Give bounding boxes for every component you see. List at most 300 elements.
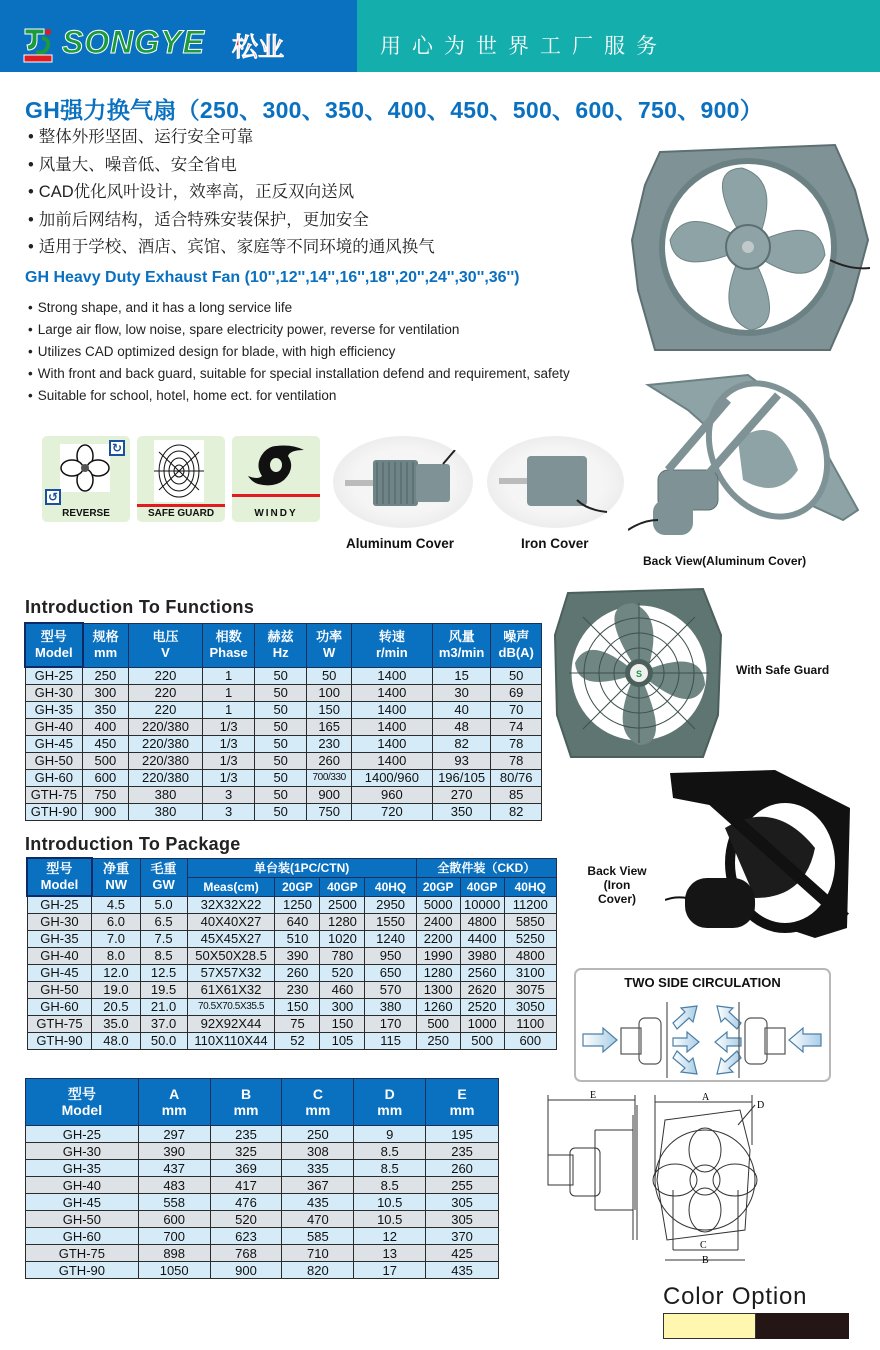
table-cell: 585 — [282, 1228, 354, 1245]
table-row — [25, 701, 542, 718]
table-cell: 435 — [282, 1194, 354, 1211]
table-cell: 7.0 — [92, 930, 140, 947]
table-cell: 350 — [83, 701, 128, 718]
table-cell: 50 — [254, 718, 307, 735]
table-cell: GH-30 — [27, 913, 92, 930]
color-swatch-cream — [663, 1313, 756, 1339]
table-cell: GH-60 — [26, 1228, 139, 1245]
col-group-single-pack: 单台装(1PC/CTN) — [187, 858, 416, 877]
dimension-diagram — [545, 1090, 820, 1265]
table-cell: 768 — [210, 1245, 282, 1262]
col-header-nw: 净重 NW — [92, 858, 140, 896]
col-header-20gp: 20GP — [275, 877, 320, 896]
table-cell: 900 — [210, 1262, 282, 1279]
feature-label: WINDY — [254, 508, 298, 519]
back-view-iron-caption — [584, 864, 650, 906]
table-cell: 270 — [432, 786, 491, 803]
package-table — [26, 857, 557, 1050]
table-row — [27, 930, 557, 947]
table-cell: 61X61X32 — [187, 981, 275, 998]
table-row — [25, 667, 542, 684]
table-cell: 69 — [491, 684, 542, 701]
feature-safe-guard — [137, 436, 225, 522]
table-cell: 150 — [275, 998, 320, 1015]
table-cell: 52 — [275, 1032, 320, 1049]
table-cell: 21.0 — [140, 998, 187, 1015]
two-side-circulation-diagram — [574, 968, 831, 1082]
table-cell: 8.0 — [92, 947, 140, 964]
table-row — [25, 718, 542, 735]
table-cell: 5000 — [416, 896, 460, 913]
table-cell: 308 — [282, 1143, 354, 1160]
table-cell: 1 — [203, 684, 255, 701]
table-cell: 4800 — [504, 947, 556, 964]
feature-cn-item: • CAD优化风叶设计，效率高，正反双向送风 — [28, 179, 435, 207]
table-cell: 558 — [138, 1194, 210, 1211]
table-cell: 11200 — [504, 896, 556, 913]
table-cell: GH-30 — [25, 684, 83, 701]
table-row — [26, 1126, 499, 1143]
table-cell: 220/380 — [128, 769, 203, 786]
table-cell: 74 — [491, 718, 542, 735]
feature-cn-item: • 加前后网结构，适合特殊安装保护，更加安全 — [28, 207, 435, 235]
table-cell: 250 — [83, 667, 128, 684]
table-cell: 369 — [210, 1160, 282, 1177]
table-cell: 1 — [203, 701, 255, 718]
table-cell: 4.5 — [92, 896, 140, 913]
col-header-model: 型号 Model — [25, 623, 83, 667]
table-cell: 820 — [282, 1262, 354, 1279]
feature-label: SAFE GUARD — [147, 508, 215, 519]
table-cell: 3 — [203, 786, 255, 803]
table-cell: 260 — [426, 1160, 499, 1177]
col-header-noise: 噪声 dB(A) — [491, 623, 542, 667]
table-row — [27, 1032, 557, 1049]
table-cell: 1990 — [416, 947, 460, 964]
table-row — [25, 684, 542, 701]
table-cell: 600 — [83, 769, 128, 786]
col-header-b: B mm — [210, 1079, 282, 1126]
product-title-cn: GH强力换气扇（250、300、350、400、450、500、600、750、900） — [25, 97, 764, 123]
col-header-model: 型号 Model — [26, 1079, 139, 1126]
table-cell: 600 — [504, 1032, 556, 1049]
table-cell: 50.0 — [140, 1032, 187, 1049]
table-cell: 520 — [210, 1211, 282, 1228]
col-header-gw: 毛重 GW — [140, 858, 187, 896]
table-cell: 12.5 — [140, 964, 187, 981]
feature-en-item: • With front and back guard, suitable for special installation defend and requirement, safety — [28, 363, 570, 385]
table-cell: 220/380 — [128, 752, 203, 769]
table-cell: GH-50 — [25, 752, 83, 769]
table-cell: GH-35 — [26, 1160, 139, 1177]
table-cell: 19.0 — [92, 981, 140, 998]
table-cell: 10.5 — [354, 1211, 426, 1228]
table-cell: GH-60 — [25, 769, 83, 786]
table-cell: 520 — [320, 964, 365, 981]
table-cell: 50 — [254, 803, 307, 820]
table-cell: 250 — [416, 1032, 460, 1049]
col-header-ckd-40hq: 40HQ — [504, 877, 556, 896]
col-header-c: C mm — [282, 1079, 354, 1126]
table-cell: 110X110X44 — [187, 1032, 275, 1049]
fan-back-view-aluminum-photo — [628, 370, 868, 550]
table-cell: 1260 — [416, 998, 460, 1015]
fan-with-safe-guard-photo — [553, 585, 725, 760]
table-cell: 10.5 — [354, 1194, 426, 1211]
table-cell: 1280 — [320, 913, 365, 930]
col-header-phase: 相数 Phase — [203, 623, 255, 667]
table-row — [27, 981, 557, 998]
table-cell: GH-60 — [27, 998, 92, 1015]
feature-en-item: • Suitable for school, hotel, home ect. for ventilation — [28, 385, 570, 407]
table-cell: 300 — [320, 998, 365, 1015]
table-cell: 470 — [282, 1211, 354, 1228]
table-cell: 305 — [426, 1211, 499, 1228]
table-cell: 260 — [307, 752, 351, 769]
table-cell: 50X50X28.5 — [187, 947, 275, 964]
table-cell: GH-40 — [26, 1177, 139, 1194]
table-cell: GH-25 — [27, 896, 92, 913]
table-cell: 460 — [320, 981, 365, 998]
table-cell: 115 — [365, 1032, 416, 1049]
table-cell: GH-50 — [27, 981, 92, 998]
table-cell: 4400 — [460, 930, 504, 947]
table-cell: 220/380 — [128, 718, 203, 735]
table-cell: 1400 — [351, 735, 432, 752]
col-header-d: D mm — [354, 1079, 426, 1126]
table-row — [27, 947, 557, 964]
table-cell: 510 — [275, 930, 320, 947]
table-cell: 230 — [307, 735, 351, 752]
table-cell: 32X32X22 — [187, 896, 275, 913]
dimensions-table — [25, 1078, 499, 1279]
table-cell: 8.5 — [354, 1160, 426, 1177]
rotate-clockwise-icon: ↻ — [109, 440, 125, 456]
table-cell: 950 — [365, 947, 416, 964]
table-cell: 12.0 — [92, 964, 140, 981]
package-title: Introduction To Package — [25, 834, 241, 854]
table-cell: 93 — [432, 752, 491, 769]
table-cell: 250 — [282, 1126, 354, 1143]
table-row — [25, 803, 542, 820]
table-cell: 900 — [307, 786, 351, 803]
table-cell: 380 — [128, 786, 203, 803]
table-row — [27, 913, 557, 930]
table-cell: GH-45 — [27, 964, 92, 981]
table-cell: 5.0 — [140, 896, 187, 913]
table-cell: 1400/960 — [351, 769, 432, 786]
rotate-counterclockwise-icon: ↺ — [45, 489, 61, 505]
table-cell: 2200 — [416, 930, 460, 947]
slogan: 用心为世界工厂服务 — [380, 35, 668, 58]
table-cell: 720 — [351, 803, 432, 820]
table-cell: 1240 — [365, 930, 416, 947]
table-cell: GTH-75 — [27, 1015, 92, 1032]
col-header-speed: 转速 r/min — [351, 623, 432, 667]
table-cell: 2500 — [320, 896, 365, 913]
table-cell: GH-30 — [26, 1143, 139, 1160]
table-cell: 50 — [254, 769, 307, 786]
table-cell: 500 — [416, 1015, 460, 1032]
col-header-40gp: 40GP — [320, 877, 365, 896]
feature-label: REVERSE — [62, 508, 110, 519]
table-row — [26, 1228, 499, 1245]
feature-en-item: • Large air flow, low noise, spare electricity power, reverse for ventilation — [28, 319, 570, 341]
table-cell: 390 — [275, 947, 320, 964]
table-cell: 170 — [365, 1015, 416, 1032]
dimensions-header-row — [26, 1079, 499, 1126]
dimension-label-b: B — [702, 1255, 709, 1265]
col-header-airflow: 风量 m3/min — [432, 623, 491, 667]
feature-reverse — [42, 436, 130, 522]
table-cell: 35.0 — [92, 1015, 140, 1032]
table-cell: 50 — [254, 786, 307, 803]
table-cell: 8.5 — [354, 1143, 426, 1160]
table-cell: 325 — [210, 1143, 282, 1160]
table-cell: 37.0 — [140, 1015, 187, 1032]
table-cell: 196/105 — [432, 769, 491, 786]
table-cell: GH-25 — [25, 667, 83, 684]
col-header-power: 功率 W — [307, 623, 351, 667]
table-cell: 390 — [138, 1143, 210, 1160]
col-header-a: A mm — [138, 1079, 210, 1126]
table-cell: GH-35 — [27, 930, 92, 947]
package-header-row-1 — [27, 858, 557, 877]
table-cell: 2620 — [460, 981, 504, 998]
table-cell: 40 — [432, 701, 491, 718]
table-row — [26, 1194, 499, 1211]
table-cell: 3050 — [504, 998, 556, 1015]
table-cell: 750 — [307, 803, 351, 820]
table-cell: 165 — [307, 718, 351, 735]
red-divider — [232, 494, 320, 497]
table-cell: 8.5 — [354, 1177, 426, 1194]
brand-name-cn: 松业 — [232, 32, 285, 62]
col-group-ckd: 全散件装（CKD） — [416, 858, 556, 877]
table-cell: 255 — [426, 1177, 499, 1194]
svg-text:S: S — [635, 669, 643, 679]
dimension-label-c: C — [700, 1240, 707, 1251]
table-cell: 40X40X27 — [187, 913, 275, 930]
table-row — [26, 1143, 499, 1160]
table-row — [26, 1177, 499, 1194]
safe-guard-icon — [154, 440, 204, 502]
fan-front-photo — [630, 140, 870, 355]
color-swatch-dark-brown — [756, 1313, 849, 1339]
back-view-iron-caption-line1: Back View — [587, 864, 647, 878]
table-cell: 1020 — [320, 930, 365, 947]
table-cell: 13 — [354, 1245, 426, 1262]
table-cell: 2520 — [460, 998, 504, 1015]
table-cell: 1400 — [351, 718, 432, 735]
table-cell: 150 — [320, 1015, 365, 1032]
table-row — [27, 896, 557, 913]
feature-windy — [232, 436, 320, 522]
table-cell: GTH-75 — [26, 1245, 139, 1262]
features-en-list — [28, 297, 570, 407]
iron-cover-caption: Iron Cover — [521, 536, 589, 551]
table-row — [26, 1211, 499, 1228]
table-cell: 1/3 — [203, 735, 255, 752]
functions-title: Introduction To Functions — [25, 597, 255, 617]
table-cell: GTH-90 — [25, 803, 83, 820]
table-cell: 600 — [138, 1211, 210, 1228]
table-cell: 235 — [210, 1126, 282, 1143]
table-cell: 400 — [83, 718, 128, 735]
table-cell: 500 — [83, 752, 128, 769]
table-cell: 82 — [491, 803, 542, 820]
table-row — [26, 1160, 499, 1177]
table-cell: 570 — [365, 981, 416, 998]
airflow-arrows-icon — [581, 998, 826, 1078]
table-cell: 450 — [83, 735, 128, 752]
table-cell: 437 — [138, 1160, 210, 1177]
table-cell: 1400 — [351, 667, 432, 684]
red-divider — [137, 504, 225, 507]
table-cell: 1050 — [138, 1262, 210, 1279]
table-cell: 4800 — [460, 913, 504, 930]
table-row — [27, 964, 557, 981]
table-cell: 220 — [128, 684, 203, 701]
table-cell: 3 — [203, 803, 255, 820]
table-row — [25, 786, 542, 803]
iron-motor-icon — [497, 450, 617, 514]
col-header-ckd-20gp: 20GP — [416, 877, 460, 896]
back-view-iron-caption-line2: (Iron Cover) — [597, 878, 636, 906]
table-cell: 50 — [254, 752, 307, 769]
table-cell: 17 — [354, 1262, 426, 1279]
iron-motor-photo — [487, 436, 624, 528]
feature-en-item: • Strong shape, and it has a long service life — [28, 297, 570, 319]
table-cell: 367 — [282, 1177, 354, 1194]
table-cell: 220 — [128, 701, 203, 718]
table-cell: 1550 — [365, 913, 416, 930]
functions-table — [24, 622, 542, 821]
table-cell: 50 — [254, 735, 307, 752]
table-cell: 78 — [491, 735, 542, 752]
col-header-ckd-40gp: 40GP — [460, 877, 504, 896]
table-cell: 3100 — [504, 964, 556, 981]
table-cell: 19.5 — [140, 981, 187, 998]
table-cell: 900 — [83, 803, 128, 820]
functions-header-row — [25, 623, 542, 667]
table-cell: 1400 — [351, 701, 432, 718]
col-header-e: E mm — [426, 1079, 499, 1126]
table-cell: 1300 — [416, 981, 460, 998]
table-cell: 235 — [426, 1143, 499, 1160]
table-cell: 3980 — [460, 947, 504, 964]
table-cell: 2560 — [460, 964, 504, 981]
table-cell: 82 — [432, 735, 491, 752]
table-cell: 20.5 — [92, 998, 140, 1015]
table-cell: 700/330 — [307, 769, 351, 786]
table-cell: 105 — [320, 1032, 365, 1049]
table-cell: 425 — [426, 1245, 499, 1262]
table-cell: 1/3 — [203, 752, 255, 769]
table-cell: 100 — [307, 684, 351, 701]
table-cell: 5850 — [504, 913, 556, 930]
table-cell: 1100 — [504, 1015, 556, 1032]
table-cell: 483 — [138, 1177, 210, 1194]
table-cell: 48.0 — [92, 1032, 140, 1049]
table-cell: 2400 — [416, 913, 460, 930]
brand-name: SONGYE — [62, 24, 205, 60]
feature-cn-item: • 适用于学校、酒店、宾馆、家庭等不同环境的通风换气 — [28, 234, 435, 262]
table-cell: 50 — [254, 701, 307, 718]
dimension-label-e: E — [590, 1090, 597, 1101]
table-cell: GH-45 — [25, 735, 83, 752]
table-row — [25, 752, 542, 769]
table-cell: 305 — [426, 1194, 499, 1211]
table-cell: 9 — [354, 1126, 426, 1143]
features-cn-list — [28, 124, 435, 262]
col-header-40hq: 40HQ — [365, 877, 416, 896]
table-cell: 417 — [210, 1177, 282, 1194]
table-cell: GTH-75 — [25, 786, 83, 803]
table-cell: 476 — [210, 1194, 282, 1211]
table-cell: 220 — [128, 667, 203, 684]
table-cell: 50 — [254, 684, 307, 701]
aluminum-motor-icon — [343, 450, 463, 514]
table-cell: 750 — [83, 786, 128, 803]
product-title-en: GH Heavy Duty Exhaust Fan (10'',12'',14'',16'',18'',20'',24'',30'',36'') — [25, 269, 520, 286]
table-cell: 260 — [275, 964, 320, 981]
with-safe-guard-caption: With Safe Guard — [736, 663, 830, 677]
table-row — [26, 1262, 499, 1279]
aluminum-cover-caption: Aluminum Cover — [346, 536, 455, 551]
color-option-title: Color Option — [663, 1283, 808, 1310]
table-cell: 700 — [138, 1228, 210, 1245]
table-cell: GTH-90 — [27, 1032, 92, 1049]
table-cell: 7.5 — [140, 930, 187, 947]
table-cell: 150 — [307, 701, 351, 718]
table-cell: GH-40 — [25, 718, 83, 735]
table-cell: GH-45 — [26, 1194, 139, 1211]
table-cell: 2950 — [365, 896, 416, 913]
table-cell: 6.5 — [140, 913, 187, 930]
table-cell: 780 — [320, 947, 365, 964]
table-cell: 50 — [254, 667, 307, 684]
table-cell: 1/3 — [203, 718, 255, 735]
table-cell: 75 — [275, 1015, 320, 1032]
table-cell: 350 — [432, 803, 491, 820]
table-cell: GH-25 — [26, 1126, 139, 1143]
songye-logo-icon — [22, 26, 56, 64]
table-cell: 45X45X27 — [187, 930, 275, 947]
table-cell: 1/3 — [203, 769, 255, 786]
table-cell: 623 — [210, 1228, 282, 1245]
back-view-aluminum-caption: Back View(Aluminum Cover) — [643, 554, 807, 568]
table-cell: 220/380 — [128, 735, 203, 752]
table-cell: GTH-90 — [26, 1262, 139, 1279]
two-side-circulation-title: TWO SIDE CIRCULATION — [624, 975, 781, 990]
table-cell: 10000 — [460, 896, 504, 913]
table-cell: 50 — [491, 667, 542, 684]
table-cell: 57X57X32 — [187, 964, 275, 981]
table-row — [27, 1015, 557, 1032]
table-cell: 8.5 — [140, 947, 187, 964]
table-cell: 30 — [432, 684, 491, 701]
table-cell: 380 — [365, 998, 416, 1015]
table-cell: 435 — [426, 1262, 499, 1279]
table-cell: GH-50 — [26, 1211, 139, 1228]
table-cell: 640 — [275, 913, 320, 930]
table-cell: 300 — [83, 684, 128, 701]
feature-en-item: • Utilizes CAD optimized design for blade, with high efficiency — [28, 341, 570, 363]
table-cell: 370 — [426, 1228, 499, 1245]
table-cell: 1 — [203, 667, 255, 684]
table-row — [25, 769, 542, 786]
